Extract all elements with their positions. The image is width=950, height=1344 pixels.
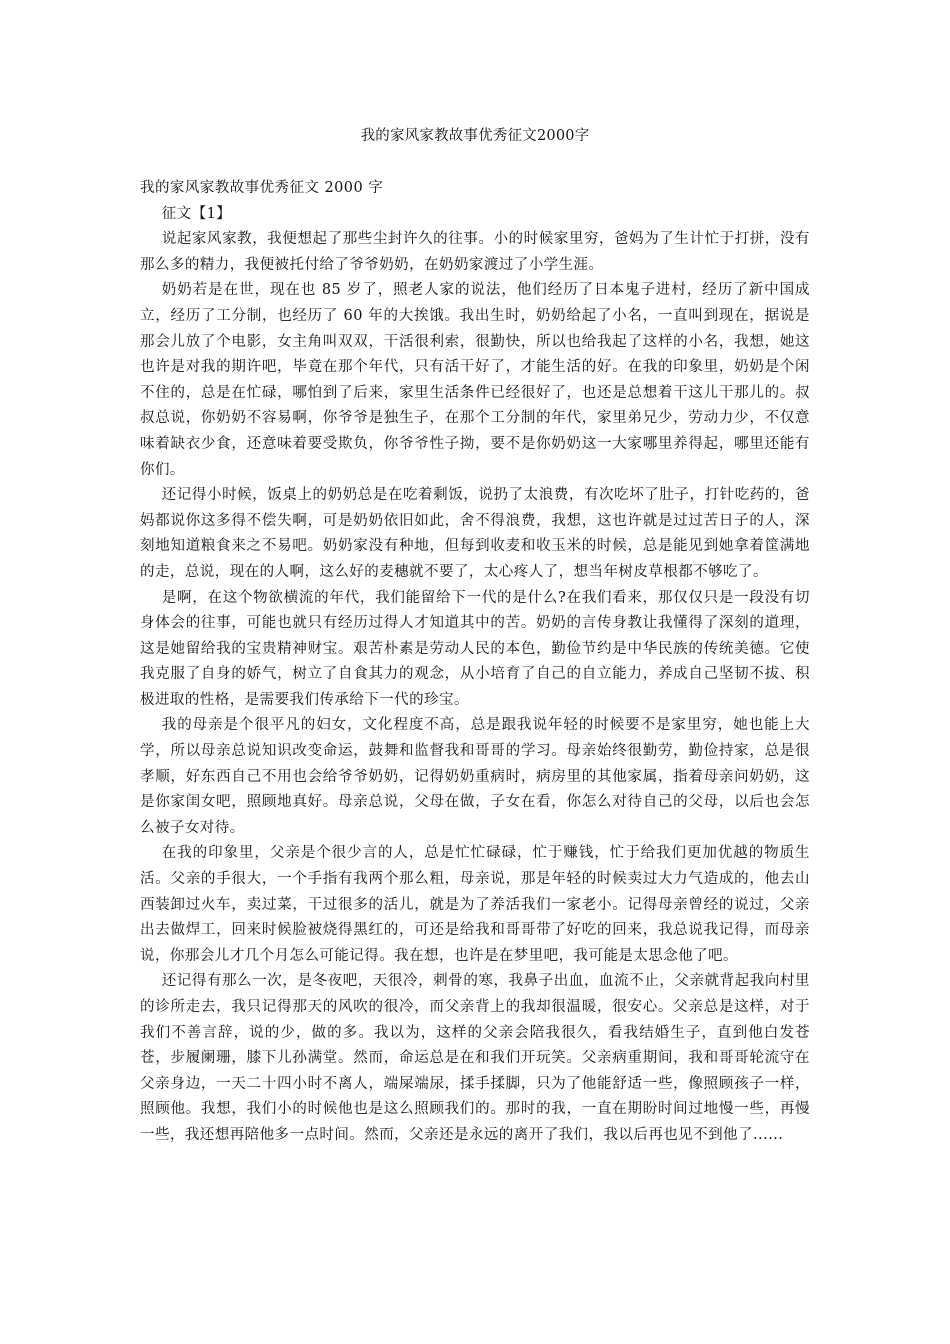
document-subtitle: 我的家风家教故事优秀征文 2000 字: [140, 180, 384, 196]
section-label: 征文【1】: [161, 205, 232, 222]
document-title: 我的家风家教故事优秀征文2000字: [360, 128, 590, 144]
paragraph: 是啊，在这个物欲横流的年代，我们能留给下一代的是什么?在我们看来，那仅仅只是一段没有切身体会的往事，可能也就只有经历过得人才知道其中的苦。奶奶的言传身教让我懂得了深刻的道理，这是她留给我的宝贵精神财宝。艰苦朴素是劳动人民的本色，勤俭节约是中华民族的传统美德。它使我克服了自身的娇气，树立了自食其力的观念，从小培育了自己的自立能力，养成自己坚韧不拔、积极进取的性格，是需要我们传承给下一代的珍宝。: [140, 589, 810, 708]
document-body: [140, 176, 810, 1149]
paragraph: 还记得小时候，饭桌上的奶奶总是在吃着剩饭，说扔了太浪费，有次吃坏了肚子，打针吃药的，爸妈都说你这多得不偿失啊，可是奶奶依旧如此，舍不得浪费，我想，这也许就是过过苦日子的人，深刻地知道粮食来之不易吧。奶奶家没有种地，但每到收麦和收玉米的时候，总是能见到她拿着筐满地的走，总说，现在的人啊，这么好的麦穗就不要了，太心疼人了，想当年树皮草根都不够吃了。: [140, 487, 810, 580]
paragraph: 我的母亲是个很平凡的妇女，文化程度不高，总是跟我说年轻的时候要不是家里穷，她也能上大学，所以母亲总说知识改变命运，鼓舞和监督我和哥哥的学习。母亲始终很勤劳，勤俭持家，总是很孝顺，好东西自己不用也会给爷爷奶奶，记得奶奶重病时，病房里的其他家属，指着母亲问奶奶，这是你家闺女吧，照顾地真好。母亲总说，父母在做，子女在看，你怎么对待自己的父母，以后也会怎么被子女对待。: [140, 717, 810, 836]
paragraph: 奶奶若是在世，现在也 85 岁了，照老人家的说法，他们经历了日本鬼子进村，经历了新中国成立，经历了工分制，也经历了 60 年的大挨饿。我出生时，奶奶给起了小名，一直叫到现在，据说是那会儿放了个电影，女主角叫双双，干活很利索，很勤快，所以也给我起了这样的小名，我想，她这也许是对我的期许吧，毕竟在那个年代，只有活干好了，才能生活的好。在我的印象里，奶奶是个闲不住的，总是在忙碌，哪怕到了后来，家里生活条件已经很好了，也还是总想着干这儿干那儿的。叔叔总说，你奶奶不容易啊，你爷爷是独生子，在那个工分制的年代，家里弟兄少，劳动力少，不仅意味着缺衣少食，还意味着要受欺负，你爷爷性子拗，要不是你奶奶这一大家哪里养得起，哪里还能有你们。: [140, 282, 810, 478]
paragraph: 还记得有那么一次，是冬夜吧，天很冷，刺骨的寒，我鼻子出血，血流不止，父亲就背起我向村里的诊所走去，我只记得那天的风吹的很冷，而父亲背上的我却很温暖，很安心。父亲总是这样，对于我们不善言辞，说的少，做的多。我以为，这样的父亲会陪我很久，看我结婚生子，直到他白发苍苍，步履阑珊，膝下儿孙满堂。然而，命运总是在和我们开玩笑。父亲病重期间，我和哥哥轮流守在父亲身边，一天二十四小时不离人，端屎端尿，揉手揉脚，只为了他能舒适一些，像照顾孩子一样，照顾他。我想，我们小的时候他也是这么照顾我们的。那时的我，一直在期盼时间过地慢一些，再慢一些，我还想再陪他多一点时间。然而，父亲还是永远的离开了我们，我以后再也见不到他了......: [140, 973, 810, 1143]
paragraph: 在我的印象里，父亲是个很少言的人，总是忙忙碌碌，忙于赚钱，忙于给我们更加优越的物质生活。父亲的手很大，一个手指有我两个那么粗，母亲说，那是年轻的时候卖过大力气造成的，他去山西装卸过火车，卖过菜，干过很多的活儿，就是为了养活我们一家老小。记得母亲曾经的说过，父亲出去做焊工，回来时候脸被烧得黑红的，可还是给我和哥哥带了好吃的回来，我总说我记得，而母亲说，你那会儿才几个月怎么可能记得。我在想，也许是在梦里吧，我可能是太思念他了吧。: [140, 845, 810, 964]
paragraph: 说起家风家教，我便想起了那些尘封许久的往事。小的时候家里穷，爸妈为了生计忙于打拼，没有那么多的精力，我便被托付给了爷爷奶奶，在奶奶家渡过了小学生涯。: [140, 231, 810, 273]
